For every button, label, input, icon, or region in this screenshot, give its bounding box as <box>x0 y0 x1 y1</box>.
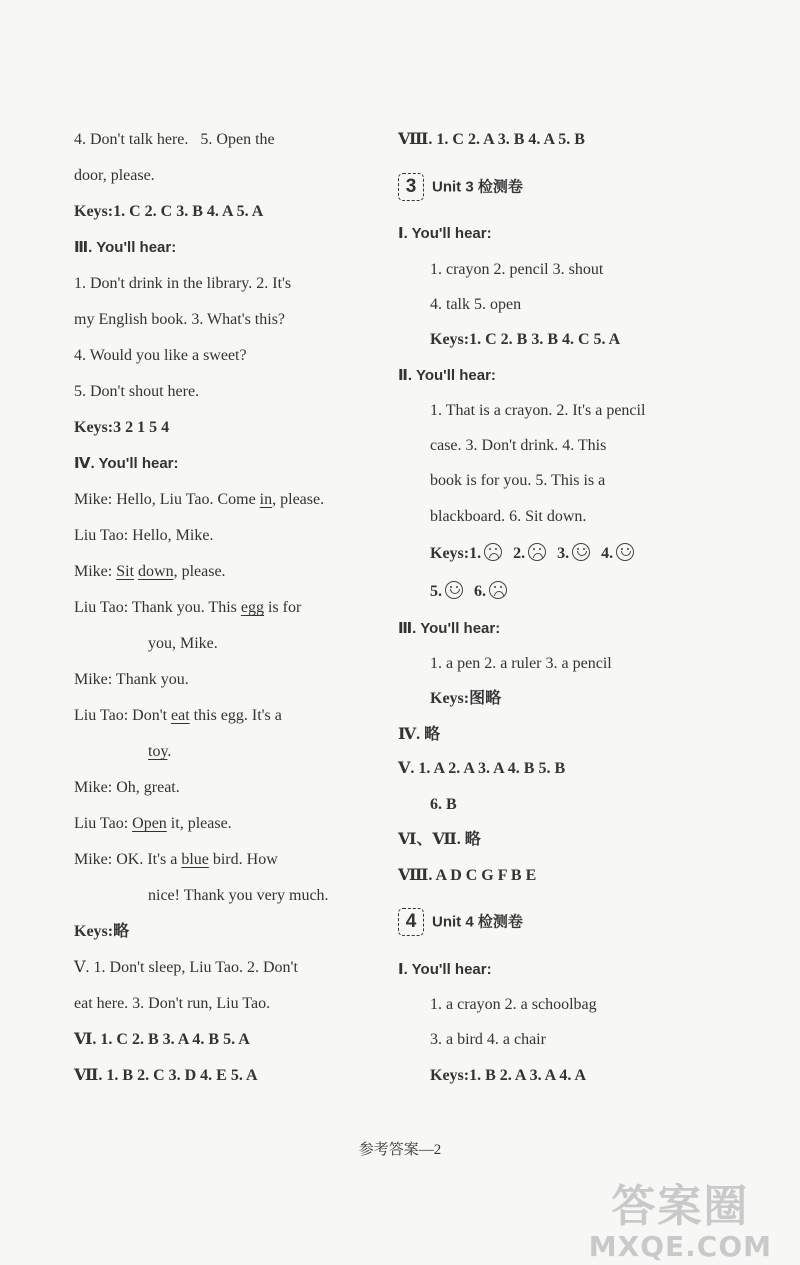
section-5-line: Ⅴ. 1. Don't sleep, Liu Tao. 2. Don't <box>74 959 298 976</box>
keys-line: Keys:1. C 2. B 3. B 4. C 5. A <box>430 331 621 348</box>
keys-faces-line <box>430 581 510 602</box>
u3-section-1-heading: Ⅰ. You'll hear: <box>398 225 492 242</box>
key-number: 4. <box>601 545 614 562</box>
dialogue-text: it, please. <box>166 815 232 832</box>
left-line-2: door, please. <box>74 167 155 184</box>
u3-section-3-heading: Ⅲ. You'll hear: <box>398 620 501 637</box>
underlined-word: egg <box>240 599 264 616</box>
dialogue-text: Mike: OK. It's a <box>74 851 182 868</box>
section-5-line: eat here. 3. Don't run, Liu Tao. <box>74 995 271 1012</box>
dialogue-line: you, Mike. <box>148 635 218 652</box>
unit-number-badge: 4 <box>398 908 424 936</box>
unit-title: Unit 4 检测卷 <box>432 913 523 931</box>
u3-section-1-line: 4. talk 5. open <box>430 296 522 313</box>
section-3-line: 5. Don't shout here. <box>74 383 200 400</box>
section-4-heading: Ⅳ. You'll hear: <box>74 455 179 472</box>
unit-3-header <box>398 172 523 202</box>
underlined-word: in <box>259 491 273 508</box>
underlined-word: Open <box>132 815 167 832</box>
unit-title: Unit 3 检测卷 <box>432 178 523 196</box>
dialogue-text: , please. <box>173 563 226 580</box>
sad-face-icon <box>484 543 502 561</box>
page-footer: 参考答案—2 <box>358 1142 442 1158</box>
dialogue-line: Liu Tao: Hello, Mike. <box>74 527 214 544</box>
u3-section-67-line: Ⅵ、Ⅶ. 略 <box>398 831 481 848</box>
dialogue-text: Mike: <box>74 563 117 580</box>
dialogue-text: , please. <box>272 491 325 508</box>
dialogue-line: nice! Thank you very much. <box>148 887 329 904</box>
happy-face-icon <box>445 581 463 599</box>
key-number: 3. <box>557 545 570 562</box>
underlined-word: blue <box>181 851 209 868</box>
unit-number-badge: 3 <box>398 173 424 201</box>
dialogue-text: bird. How <box>208 851 278 868</box>
dialogue-text: this egg. It's a <box>189 707 282 724</box>
u3-section-1-line: 1. crayon 2. pencil 3. shout <box>430 261 604 278</box>
sad-face-icon <box>528 543 546 561</box>
dialogue-text: Liu Tao: Don't <box>74 707 172 724</box>
dialogue-text: Mike: Hello, Liu Tao. Come <box>74 491 260 508</box>
dialogue-line <box>148 742 171 762</box>
left-line-1 <box>74 130 275 150</box>
u3-section-2-line: case. 3. Don't drink. 4. This <box>430 437 607 454</box>
unit-4-header <box>398 907 523 937</box>
u3-section-2-line: 1. That is a crayon. 2. It's a pencil <box>430 402 646 419</box>
keys-faces-line <box>430 543 637 564</box>
u3-section-3-line: 1. a pen 2. a ruler 3. a pencil <box>430 655 612 672</box>
u3-section-5-line: Ⅴ. 1. A 2. A 3. A 4. B 5. B <box>398 760 566 777</box>
u3-section-4-line: Ⅳ. 略 <box>398 726 441 743</box>
section-3-line: 1. Don't drink in the library. 2. It's <box>74 275 292 292</box>
answer-text: 4. Don't talk here. <box>74 131 189 148</box>
key-number: 6. <box>474 583 486 600</box>
u4-section-1-line: 1. a crayon 2. a schoolbag <box>430 996 597 1013</box>
section-3-line: 4. Would you like a sweet? <box>74 347 247 364</box>
dialogue-text: Liu Tao: <box>74 815 133 832</box>
u3-section-2-line: blackboard. 6. Sit down. <box>430 508 587 525</box>
underlined-word: toy <box>148 743 168 760</box>
watermark <box>589 1170 772 1263</box>
dialogue-line: Mike: Thank you. <box>74 671 189 688</box>
u3-section-5-line: 6. B <box>430 796 457 813</box>
dialogue-line <box>74 814 232 834</box>
key-number: 5. <box>430 583 442 600</box>
section-3-line: my English book. 3. What's this? <box>74 311 286 328</box>
dialogue-line <box>74 562 226 582</box>
dialogue-text: is for <box>263 599 302 616</box>
keys-line: Keys:1. B 2. A 3. A 4. A <box>430 1067 587 1084</box>
dialogue-line <box>74 490 324 510</box>
underlined-word: down <box>138 563 174 580</box>
underlined-word: Sit <box>116 563 135 580</box>
happy-face-icon <box>572 543 590 561</box>
watermark-url: MXQE.COM <box>588 1230 772 1263</box>
u3-section-2-heading: Ⅱ. You'll hear: <box>398 367 496 384</box>
dialogue-text: Liu Tao: Thank you. This <box>74 599 241 616</box>
keys-line: Keys:图略 <box>430 690 502 707</box>
dialogue-line: Mike: Oh, great. <box>74 779 180 796</box>
section-7-line: Ⅶ. 1. B 2. C 3. D 4. E 5. A <box>74 1067 258 1084</box>
u3-section-2-line: book is for you. 5. This is a <box>430 472 606 489</box>
happy-face-icon <box>616 543 634 561</box>
dialogue-line <box>74 598 301 618</box>
keys-line: Keys:1. C 2. C 3. B 4. A 5. A <box>74 203 264 220</box>
section-6-line: Ⅵ. 1. C 2. B 3. A 4. B 5. A <box>74 1031 250 1048</box>
keys-label: Keys: <box>430 545 470 562</box>
keys-line: Keys:3 2 1 5 4 <box>74 419 170 436</box>
key-number: 1. <box>469 545 482 562</box>
dialogue-text: . <box>167 743 172 760</box>
sad-face-icon <box>489 581 507 599</box>
u4-section-1-heading: Ⅰ. You'll hear: <box>398 961 492 978</box>
u4-section-1-line: 3. a bird 4. a chair <box>430 1031 546 1048</box>
key-number: 2. <box>513 545 526 562</box>
answer-text: 5. Open the <box>200 131 275 148</box>
u3-section-8-line: Ⅷ. A D C G F B E <box>398 867 537 884</box>
section-8-line: Ⅷ. 1. C 2. A 3. B 4. A 5. B <box>398 131 585 148</box>
keys-line: Keys:略 <box>74 923 130 940</box>
underlined-word: eat <box>171 707 190 724</box>
dialogue-line <box>74 706 282 726</box>
dialogue-line <box>74 850 278 870</box>
section-3-heading: Ⅲ. You'll hear: <box>74 239 177 256</box>
watermark-logo: 答案圈 <box>611 1181 750 1232</box>
